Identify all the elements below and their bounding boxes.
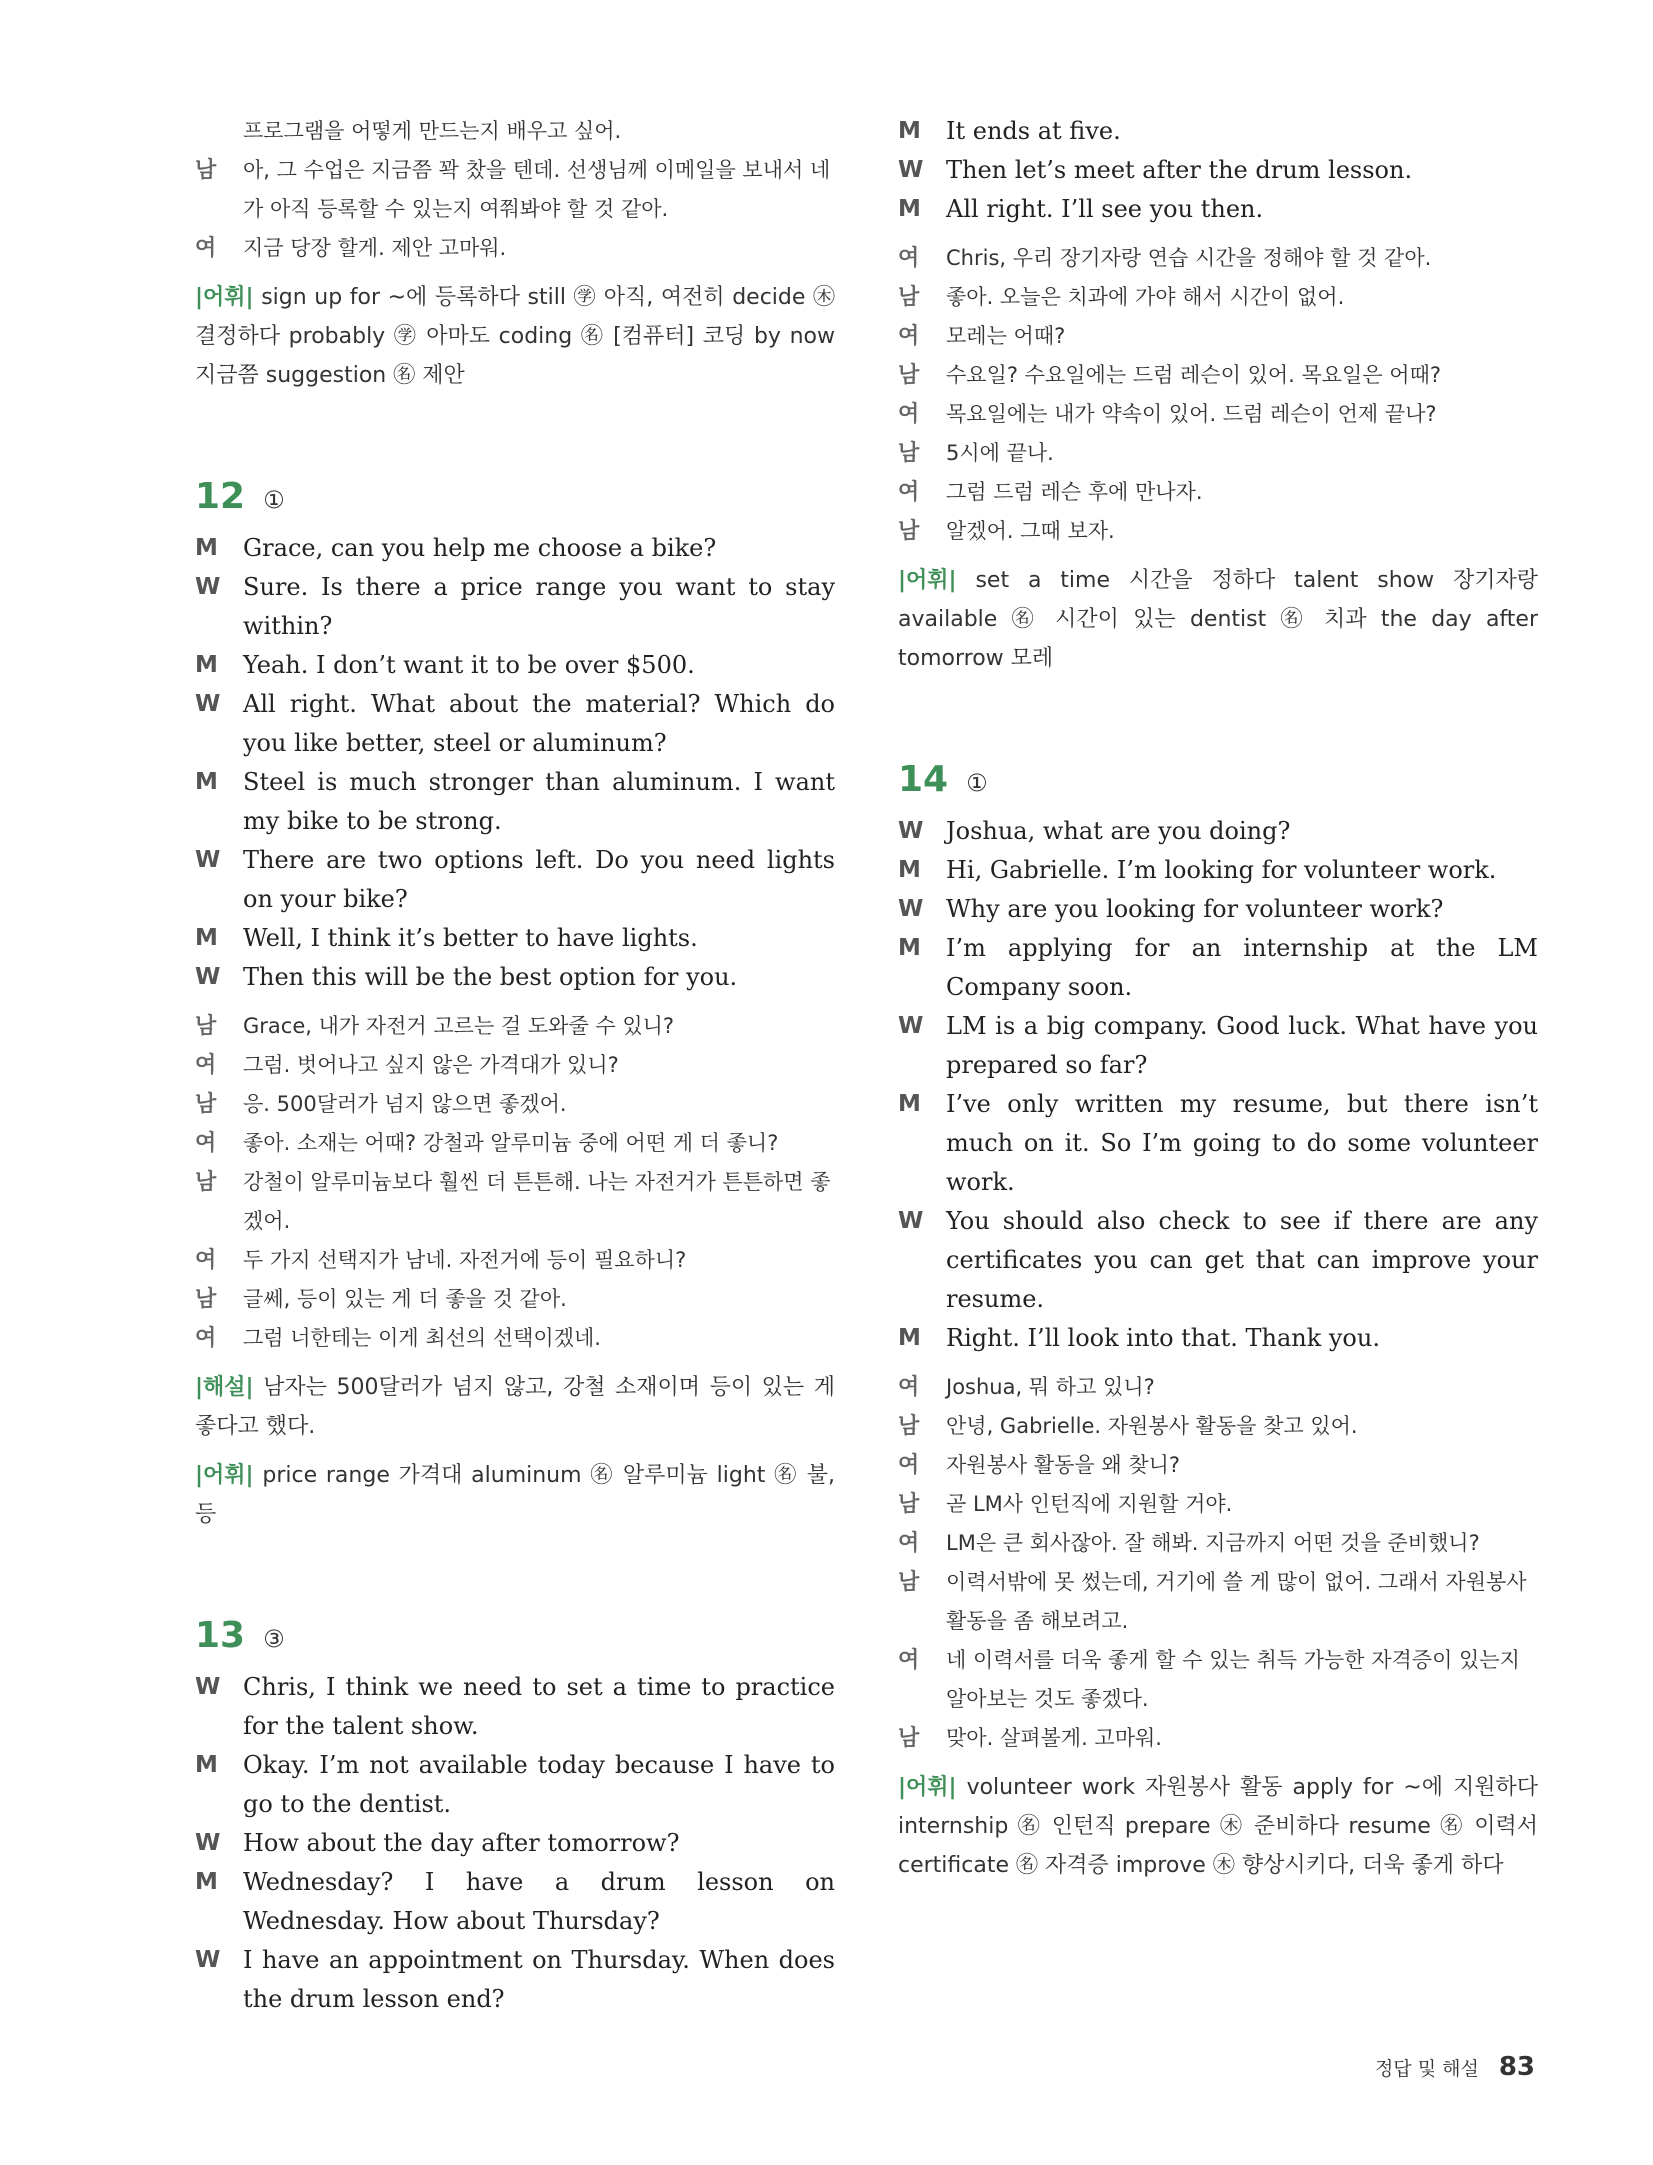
dialog-line (898, 473, 1538, 512)
dialog-line (195, 1163, 835, 1241)
speaker: 남 (195, 1092, 217, 1117)
speaker: 여 (898, 1531, 920, 1556)
line-text: Right. I’ll look into that. Thank you. (946, 1324, 1380, 1352)
speaker: 남 (195, 158, 217, 183)
dialog-line (195, 841, 835, 919)
line-text: 프로그램을 어떻게 만드는지 배우고 싶어. (243, 119, 622, 143)
line-text: Grace, 내가 자전거 고르는 걸 도와줄 수 있니? (243, 1014, 675, 1038)
speaker: M (898, 857, 921, 883)
speaker: 여 (195, 1053, 217, 1078)
dialog-line (898, 1085, 1538, 1202)
dialog-line (898, 512, 1538, 551)
speaker: M (898, 1325, 921, 1351)
line-text: 이력서밖에 못 썼는데, 거기에 쓸 게 많이 없어. 그래서 자원봉사 활동을 좀 해보려고. (946, 1570, 1527, 1633)
dialog-line (898, 434, 1538, 473)
speaker: 남 (195, 1014, 217, 1039)
line-text: All right. What about the material? Which do you like better, steel or aluminum? (243, 690, 835, 757)
line-text: 5시에 끝나. (946, 441, 1054, 465)
dialog-line (898, 356, 1538, 395)
line-text: There are two options left. Do you need lights on your bike? (243, 846, 835, 913)
left-column (195, 112, 835, 2019)
english-dialog (195, 529, 835, 997)
vocab-label: |어휘| (898, 568, 957, 593)
line-text: Joshua, 뭐 하고 있니? (946, 1375, 1155, 1399)
vocab-text: volunteer work 자원봉사 활동 apply for ~에 지원하다 internship ㊔ 인턴직 prepare ㊍ 준비하다 resume ㊔ 이력서 certificate ㊔ 자격증 improve ㊍ 향상시키다, 더욱 좋게 하다 (898, 1775, 1538, 1878)
speaker: M (898, 935, 921, 961)
speaker: 남 (898, 1570, 920, 1595)
line-text: I’m applying for an internship at the LM Company soon. (946, 934, 1538, 1001)
vocab-text: sign up for ~에 등록하다 still ㊫ 아직, 여전히 decide ㊍ 결정하다 probably ㊫ 아마도 coding ㊔ [컴퓨터] 코딩 by now 지금쯤 suggestion ㊔ 제안 (195, 285, 836, 388)
page-number: 83 (1498, 2052, 1535, 2082)
line-text: 글쎄, 등이 있는 게 더 좋을 것 같아. (243, 1287, 567, 1311)
line-text: 알겠어. 그때 보자. (946, 519, 1115, 543)
speaker: 여 (898, 1453, 920, 1478)
vocab-label: |어휘| (195, 1463, 254, 1488)
dialog-line (898, 151, 1538, 190)
speaker: W (195, 1674, 221, 1700)
line-text: How about the day after tomorrow? (243, 1829, 680, 1857)
speaker: 여 (195, 1248, 217, 1273)
line-text: 지금 당장 할게. 제안 고마워. (243, 236, 507, 260)
line-text: 강철이 알루미늄보다 훨씬 더 튼튼해. 나는 자전거가 튼튼하면 좋겠어. (243, 1170, 831, 1233)
speaker: W (898, 896, 924, 922)
speaker: W (195, 1947, 221, 1973)
question-number: 14 (898, 759, 949, 800)
line-text: 아, 그 수업은 지금쯤 꽉 찼을 텐데. 선생님께 이메일을 보내서 네가 아직 등록할 수 있는지 여쭤봐야 할 것 같아. (243, 158, 831, 221)
line-text: Steel is much stronger than aluminum. I want my bike to be strong. (243, 768, 835, 835)
dialog-line (898, 1202, 1538, 1319)
speaker: M (195, 535, 218, 561)
line-text: 수요일? 수요일에는 드럼 레슨이 있어. 목요일은 어때? (946, 363, 1442, 387)
speaker: W (898, 157, 924, 183)
vocab-block (898, 561, 1538, 678)
dialog-line (195, 1863, 835, 1941)
line-text: 응. 500달러가 넘지 않으면 좋겠어. (243, 1092, 567, 1116)
speaker: M (195, 925, 218, 951)
speaker: M (195, 769, 218, 795)
dialog-line (898, 112, 1538, 151)
line-text: Hi, Gabrielle. I’m looking for volunteer work. (946, 856, 1497, 884)
dialog-line (898, 1007, 1538, 1085)
dialog-line (195, 1824, 835, 1863)
explanation-label: |해설| (195, 1375, 254, 1400)
speaker: W (898, 1013, 924, 1039)
line-text: LM is a big company. Good luck. What have you prepared so far? (946, 1012, 1538, 1079)
speaker: 남 (195, 1170, 217, 1195)
line-text: 맞아. 살펴볼게. 고마워. (946, 1726, 1162, 1750)
dialog-line (898, 1368, 1538, 1407)
dialog-line (195, 919, 835, 958)
speaker: 남 (898, 519, 920, 544)
speaker: M (898, 118, 921, 144)
line-text: I have an appointment on Thursday. When does the drum lesson end? (243, 1946, 835, 2013)
speaker: W (195, 964, 221, 990)
dialog-line (898, 890, 1538, 929)
dialog-line (195, 958, 835, 997)
dialog-line (898, 239, 1538, 278)
footer-section-title: 정답 및 해설 (1374, 2058, 1479, 2080)
vocab-block (195, 278, 835, 395)
line-text: 좋아. 소재는 어때? 강철과 알루미늄 중에 어떤 게 더 좋니? (243, 1131, 779, 1155)
right-column (898, 112, 1538, 1885)
line-text: 네 이력서를 더욱 좋게 할 수 있는 취득 가능한 자격증이 있는지 알아보는 것도 좋겠다. (946, 1648, 1520, 1711)
line-text: Yeah. I don’t want it to be over $500. (243, 651, 695, 679)
speaker: 남 (898, 1726, 920, 1751)
dialog-line (898, 929, 1538, 1007)
speaker: 남 (195, 1287, 217, 1312)
dialog-line (195, 568, 835, 646)
speaker: 여 (898, 246, 920, 271)
speaker: 여 (898, 480, 920, 505)
line-text: LM은 큰 회사잖아. 잘 해봐. 지금까지 어떤 것을 준비했니? (946, 1531, 1480, 1555)
speaker: 여 (195, 1326, 217, 1351)
dialog-line (195, 1668, 835, 1746)
korean-dialog (898, 239, 1538, 551)
dialog-line (195, 1319, 835, 1358)
dialog-line (195, 763, 835, 841)
speaker: M (898, 1091, 921, 1117)
question-header-14 (898, 758, 1538, 802)
dialog-line (898, 190, 1538, 229)
line-text: 안녕, Gabrielle. 자원봉사 활동을 찾고 있어. (946, 1414, 1358, 1438)
speaker: M (195, 652, 218, 678)
vocab-label: |어휘| (898, 1775, 957, 1800)
cont-korean-block (195, 112, 835, 268)
dialog-line (898, 812, 1538, 851)
page-footer (1375, 2052, 1535, 2082)
speaker: 남 (898, 363, 920, 388)
dialog-line (195, 1007, 835, 1046)
line-text: 그럼 드럼 레슨 후에 만나자. (946, 480, 1203, 504)
dialog-line (195, 112, 835, 151)
english-dialog (195, 1668, 835, 2019)
speaker: 남 (898, 441, 920, 466)
vocab-text: price range 가격대 aluminum ㊔ 알루미늄 light ㊔ 불, 등 (195, 1463, 835, 1527)
speaker: 남 (898, 285, 920, 310)
vocab-block (898, 1768, 1538, 1885)
dialog-line (898, 1524, 1538, 1563)
dialog-line (195, 1124, 835, 1163)
speaker: W (195, 574, 221, 600)
dialog-line (898, 851, 1538, 890)
korean-dialog (195, 1007, 835, 1358)
dialog-line (898, 1319, 1538, 1358)
dialog-line (195, 1046, 835, 1085)
dialog-line (898, 1563, 1538, 1641)
speaker: 남 (898, 1414, 920, 1439)
explanation-text: 남자는 500달러가 넘지 않고, 강철 소재이며 등이 있는 게 좋다고 했다. (195, 1375, 835, 1439)
line-text: 곧 LM사 인턴직에 지원할 거야. (946, 1492, 1233, 1516)
line-text: 좋아. 오늘은 치과에 가야 해서 시간이 없어. (946, 285, 1345, 309)
vocab-label: |어휘| (195, 285, 254, 310)
line-text: It ends at five. (946, 117, 1121, 145)
line-text: Joshua, what are you doing? (946, 817, 1291, 845)
dialog-line (195, 685, 835, 763)
answer-mark: ① (263, 486, 285, 514)
line-text: All right. I’ll see you then. (946, 195, 1264, 223)
line-text: You should also check to see if there are any certificates you can get that can improve your resume. (946, 1207, 1538, 1313)
vocab-block (195, 1456, 835, 1534)
explanation-block (195, 1368, 835, 1446)
speaker: W (195, 847, 221, 873)
english-dialog (898, 112, 1538, 229)
line-text: 그럼. 벗어나고 싶지 않은 가격대가 있니? (243, 1053, 619, 1077)
line-text: Grace, can you help me choose a bike? (243, 534, 717, 562)
korean-dialog (898, 1368, 1538, 1758)
line-text: Chris, 우리 장기자랑 연습 시간을 정해야 할 것 같아. (946, 246, 1432, 270)
dialog-line (195, 646, 835, 685)
speaker: 여 (898, 1648, 920, 1673)
dialog-line (195, 1241, 835, 1280)
line-text: Okay. I’m not available today because I have to go to the dentist. (243, 1751, 835, 1818)
line-text: Well, I think it’s better to have lights. (243, 924, 698, 952)
english-dialog (898, 812, 1538, 1358)
speaker: 여 (195, 236, 217, 261)
answer-mark: ③ (263, 1625, 285, 1653)
question-header-12 (195, 475, 835, 519)
line-text: Wednesday? I have a drum lesson on Wednesday. How about Thursday? (243, 1868, 835, 1935)
dialog-line (898, 1719, 1538, 1758)
vocab-text: set a time 시간을 정하다 talent show 장기자랑 available ㊔ 시간이 있는 dentist ㊔ 치과 the day after tomorrow 모레 (898, 568, 1539, 671)
dialog-line (195, 1280, 835, 1319)
dialog-line (898, 1485, 1538, 1524)
speaker: 여 (898, 402, 920, 427)
dialog-line (898, 395, 1538, 434)
speaker: 여 (898, 324, 920, 349)
question-number: 13 (195, 1615, 246, 1656)
dialog-line (898, 1446, 1538, 1485)
dialog-line (195, 1085, 835, 1124)
speaker: W (195, 1830, 221, 1856)
dialog-line (898, 1641, 1538, 1719)
question-header-13 (195, 1614, 835, 1658)
line-text: 모레는 어때? (946, 324, 1066, 348)
line-text: I’ve only written my resume, but there isn’t much on it. So I’m going to do some volunteer work. (946, 1090, 1538, 1196)
speaker: M (195, 1752, 218, 1778)
speaker: W (898, 818, 924, 844)
dialog-line (195, 1941, 835, 2019)
line-text: Chris, I think we need to set a time to practice for the talent show. (243, 1673, 835, 1740)
dialog-line (195, 1746, 835, 1824)
line-text: Then let’s meet after the drum lesson. (946, 156, 1413, 184)
answer-mark: ① (966, 769, 988, 797)
speaker: M (898, 196, 921, 222)
speaker: M (195, 1869, 218, 1895)
dialog-line (195, 229, 835, 268)
dialog-line (898, 317, 1538, 356)
dialog-line (898, 278, 1538, 317)
speaker: W (195, 691, 221, 717)
dialog-line (195, 151, 835, 229)
line-text: Why are you looking for volunteer work? (946, 895, 1444, 923)
line-text: 자원봉사 활동을 왜 찾니? (946, 1453, 1181, 1477)
speaker: W (898, 1208, 924, 1234)
speaker: 남 (898, 1492, 920, 1517)
line-text: Then this will be the best option for you. (243, 963, 738, 991)
dialog-line (898, 1407, 1538, 1446)
dialog-line (195, 529, 835, 568)
speaker: 여 (898, 1375, 920, 1400)
line-text: 두 가지 선택지가 남네. 자전거에 등이 필요하니? (243, 1248, 687, 1272)
line-text: 그럼 너한테는 이게 최선의 선택이겠네. (243, 1326, 601, 1350)
line-text: Sure. Is there a price range you want to stay within? (243, 573, 835, 640)
line-text: 목요일에는 내가 약속이 있어. 드럼 레슨이 언제 끝나? (946, 402, 1437, 426)
speaker: 여 (195, 1131, 217, 1156)
question-number: 12 (195, 476, 246, 517)
